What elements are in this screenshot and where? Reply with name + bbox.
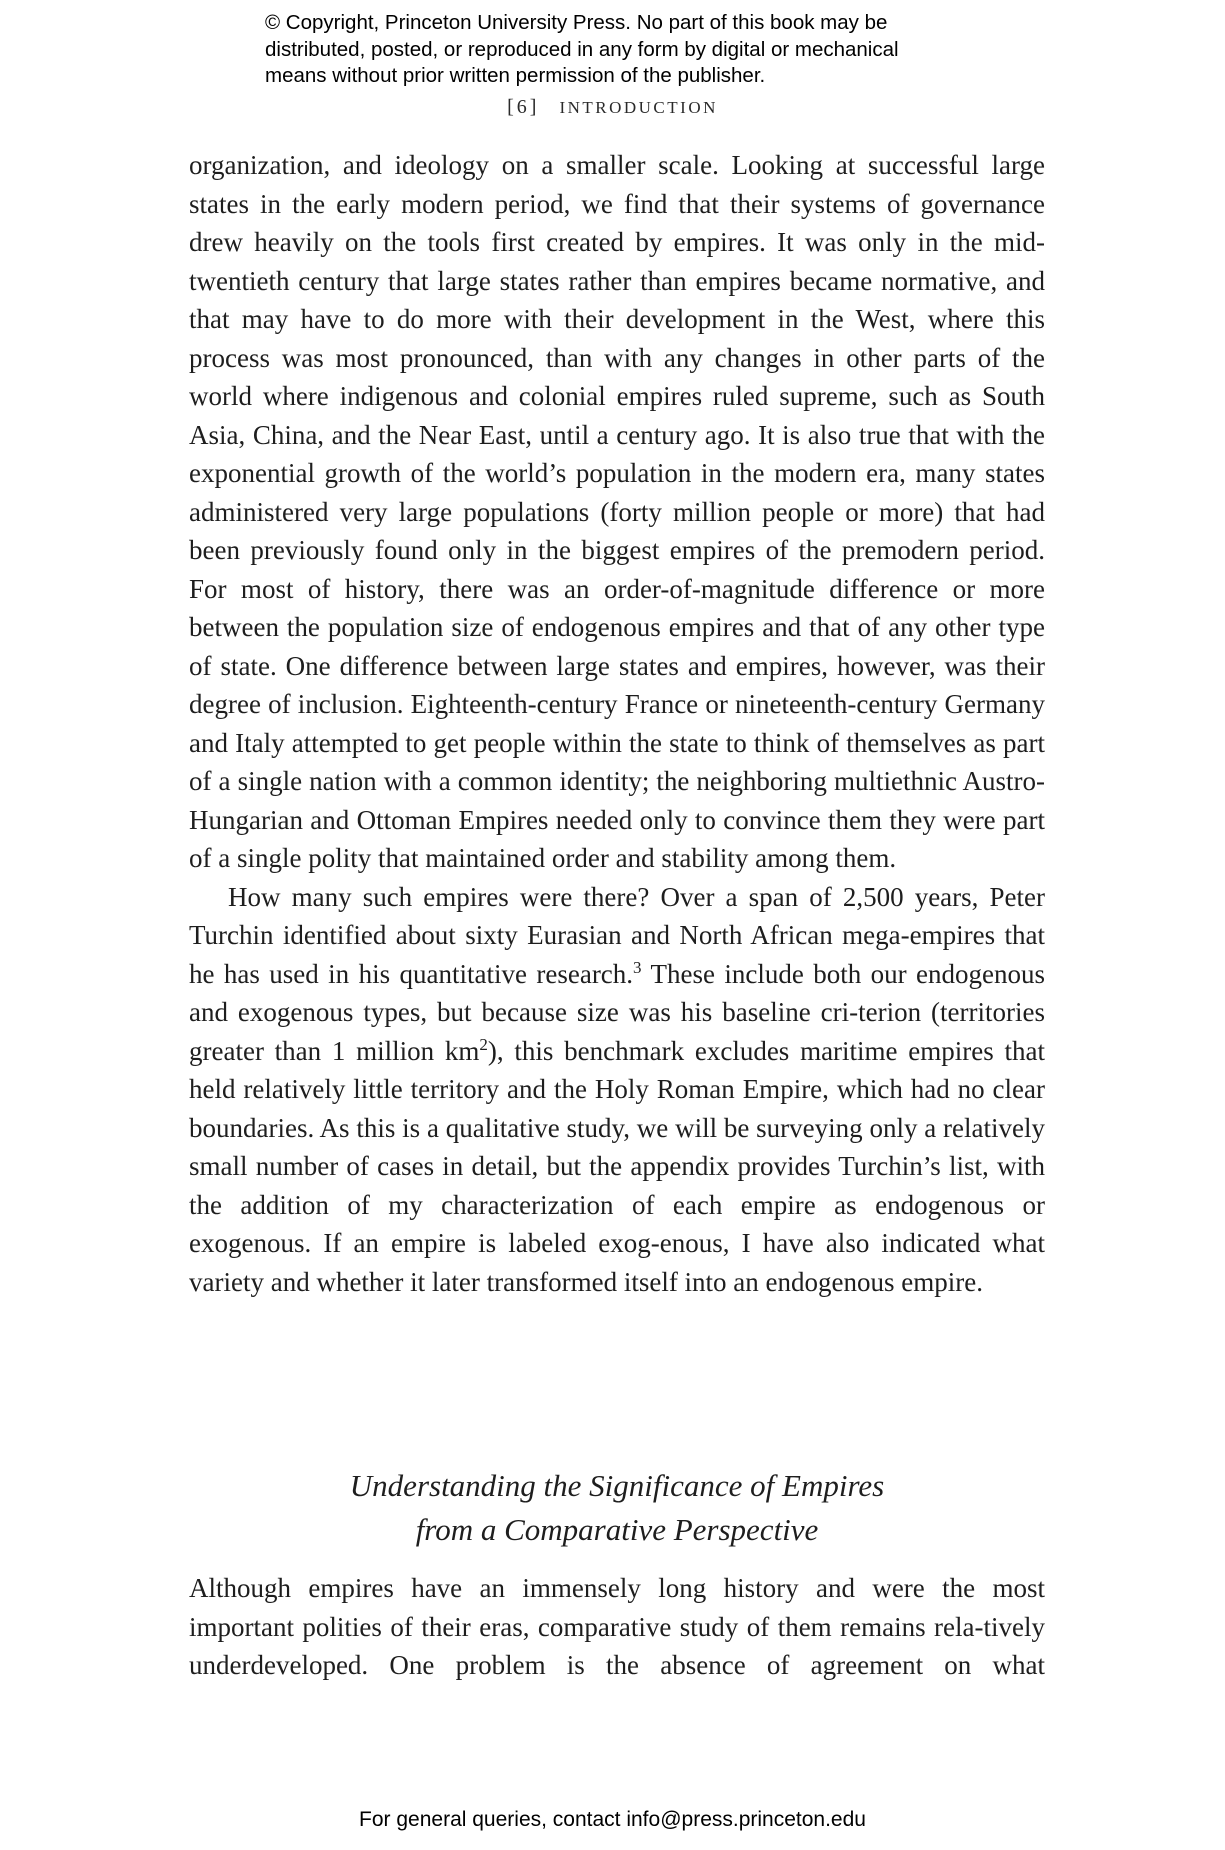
running-head — [0, 96, 1225, 119]
paragraph-text: ), this benchmark excludes maritime empires that held relatively little territory and the Holy Roman Empire, which had no clear boundaries. As this is a qualitative study, we will be surveying only a relatively small number of cases in detail, but the appendix provides Turchin’s list, with the addition of my characterization of each empire as endogenous or exogenous. If an empire is labeled exog-enous, I have also indicated what variety and whether it later transformed itself into an endogenous empire. — [189, 1035, 1045, 1297]
copyright-line: means without prior written permission of the publisher. — [265, 64, 766, 87]
paragraph-text: How many such empires were there? Over a span of 2,500 years, Peter Turchin identified about sixty Eurasian and North African mega-empires that he has used in his quantitative research. — [189, 881, 1045, 989]
chapter-title: INTRODUCTION — [559, 98, 718, 117]
section-text — [189, 1569, 1045, 1685]
copyright-line: distributed, posted, or reproduced in any form by digital or mechanical — [265, 37, 899, 61]
paragraph-text: These include both our endogenous and exogenous types, but because size was his baseline cri-terion (territories greater than 1 million km — [189, 958, 1045, 1066]
main-text — [189, 146, 1045, 1301]
footnote-marker: 3 — [633, 957, 642, 977]
section-heading — [189, 1464, 1045, 1552]
copyright-line: © Copyright, Princeton University Press. No part of this book may be — [265, 11, 888, 34]
paragraph: Although empires have an immensely long history and were the most important polities of their eras, comparative study of them remains rela-tively underdeveloped. One problem is the absence of agreement on what — [189, 1573, 1045, 1680]
page-number: [6] — [507, 96, 540, 118]
paragraph — [189, 878, 1045, 1302]
footer-contact: For general queries, contact info@press.princeton.edu — [359, 1808, 866, 1831]
superscript: 2 — [479, 1034, 488, 1054]
copyright-notice — [265, 10, 985, 90]
section-heading-line: from a Comparative Perspective — [415, 1512, 819, 1547]
paragraph: organization, and ideology on a smaller scale. Looking at successful large states in the early modern period, we find that their systems of governance drew heavily on the tools first created by empires. It was only in the mid-twentieth century that large states rather than empires became normative, and that may have to do more with their development in the West, where this process was most pronounced, than with any changes in other parts of the world where indigenous and colonial empires ruled supreme, such as South Asia, China, and the Near East, until a century ago. It is also true that with the exponential growth of the world’s population in the modern era, many states administered very large populations (forty million people or more) that had been previously found only in the biggest empires of the premodern period. For most of history, there was an order-of-magnitude difference or more between the population size of endogenous empires and that of any other type of state. One difference between large states and empires, however, was their degree of inclusion. Eighteenth-century France or nineteenth-century Germany and Italy attempted to get people within the state to think of themselves as part of a single nation with a common identity; the neighboring multiethnic Austro-Hungarian and Ottoman Empires needed only to convince them they were part of a single polity that maintained order and stability among them. — [189, 150, 1045, 873]
section-heading-line: Understanding the Significance of Empires — [349, 1468, 885, 1503]
